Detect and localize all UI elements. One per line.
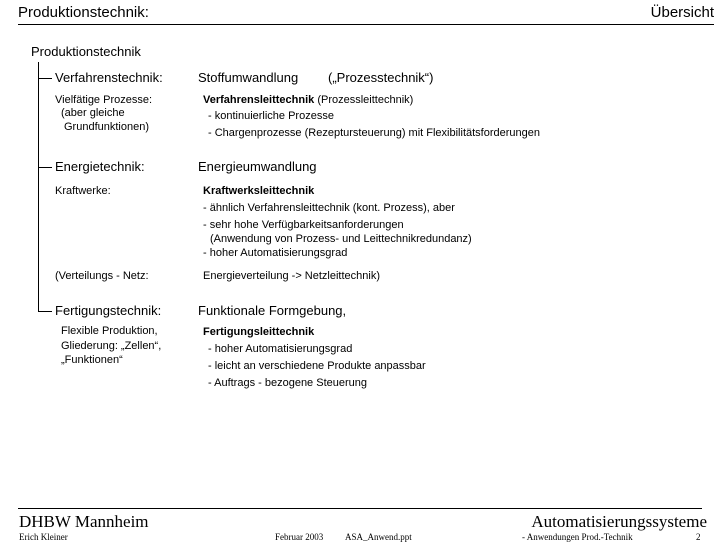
- left-note-line: (Verteilungs - Netz:: [55, 270, 149, 282]
- footer-course-title: Automatisierungssysteme: [531, 512, 707, 531]
- section-function-verfahrenstechnik: Stoffumwandlung: [198, 70, 299, 85]
- footer-rule: [18, 508, 702, 509]
- left-note-line: Gliederung: „Zellen“,: [61, 340, 162, 352]
- detail-title: Verfahrensleittechnik: [203, 94, 315, 106]
- section-function-fertigungstechnik: Funktionale Formgebung,: [198, 303, 347, 318]
- tree-branch-energie: [38, 167, 52, 168]
- tree-branch-fertigung: [38, 311, 52, 312]
- footer-chapter: - Anwendungen Prod.-Technik: [522, 532, 633, 542]
- detail-line: - sehr hohe Verfügbarkeitsanforderungen: [203, 219, 404, 231]
- tree-branch-verfahren: [38, 78, 52, 79]
- section-name-energietechnik: Energietechnik:: [55, 159, 145, 174]
- section-function-energietechnik: Energieumwandlung: [198, 159, 317, 174]
- detail-line: - Chargenprozesse (Rezeptursteuerung) mit Flexibilitätsforderungen: [208, 127, 540, 139]
- tree-root-label: Produktionstechnik: [31, 44, 141, 59]
- tree-trunk: [38, 62, 39, 311]
- left-note-line: „Funktionen“: [61, 354, 123, 366]
- section-name-verfahrenstechnik: Verfahrenstechnik:: [55, 70, 163, 85]
- detail-title-suffix: (Prozessleittechnik): [314, 94, 414, 106]
- detail-line: - hoher Automatisierungsgrad: [208, 343, 353, 355]
- header-rule: [18, 24, 714, 25]
- detail-line: - ähnlich Verfahrensleittechnik (kont. Prozess), aber: [203, 202, 455, 214]
- detail-line: - hoher Automatisierungsgrad: [203, 247, 348, 259]
- detail-title: Fertigungsleittechnik: [203, 326, 315, 338]
- section-name-fertigungstechnik: Fertigungstechnik:: [55, 303, 162, 318]
- left-note-line: (aber gleiche: [61, 107, 125, 119]
- overview-link[interactable]: Übersicht: [650, 4, 714, 21]
- footer-page-number: 2: [696, 532, 701, 542]
- detail-title-line: [203, 92, 413, 108]
- detail-line: Energieverteilung -> Netzleittechnik): [203, 270, 381, 282]
- left-note-line: Vielfätige Prozesse:: [55, 94, 153, 106]
- section-function-note: („Prozesstechnik“): [328, 70, 434, 85]
- left-note-line: Grundfunktionen): [64, 121, 149, 133]
- left-note-line: Flexible Produktion,: [61, 325, 158, 337]
- detail-line: - leicht an verschiedene Produkte anpassbar: [208, 360, 426, 372]
- footer-filename: ASA_Anwend.ppt: [345, 532, 412, 542]
- detail-line: - Auftrags - bezogene Steuerung: [208, 377, 367, 389]
- page-title: Produktionstechnik:: [18, 4, 149, 21]
- detail-line: - kontinuierliche Prozesse: [208, 110, 334, 122]
- footer-date: Februar 2003: [275, 532, 324, 542]
- footer-author: Erich Kleiner: [19, 532, 68, 542]
- detail-line: (Anwendung von Prozess- und Leittechnikredundanz): [210, 233, 472, 245]
- detail-title: Kraftwerksleittechnik: [203, 185, 315, 197]
- left-note-line: Kraftwerke:: [55, 185, 111, 197]
- footer-institution: DHBW Mannheim: [19, 512, 149, 531]
